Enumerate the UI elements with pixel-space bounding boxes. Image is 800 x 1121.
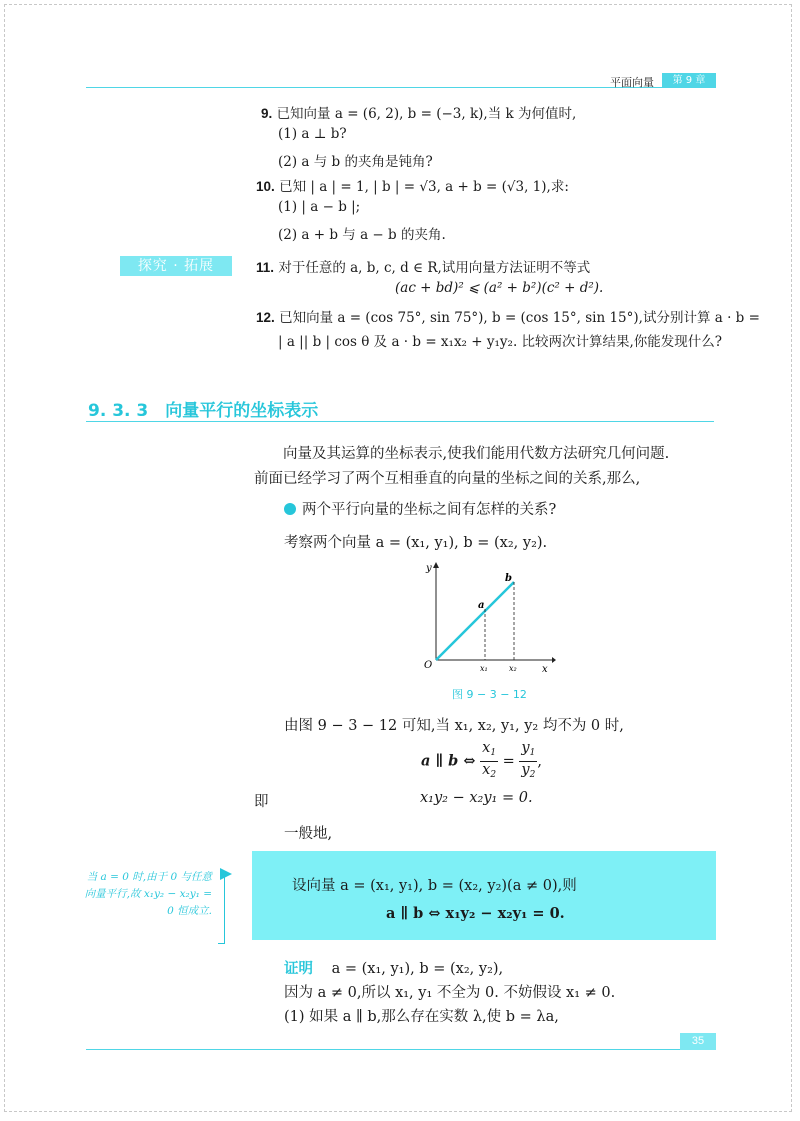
exercise-12-line2: | a || b | cos θ 及 a · b = x₁x₂ + y₁y₂. 比较两次计算结果,你能发现什么? xyxy=(278,334,723,350)
figure-caption: 图 9 − 3 − 12 xyxy=(452,688,527,701)
exercise-10-part2: (2) a + b 与 a − b 的夹角. xyxy=(278,227,446,243)
exercise-10: 10. 已知 | a | = 1, | b | = √3, a + b = (√3, 1),求: xyxy=(256,179,569,195)
bullet-dot-icon xyxy=(284,503,296,515)
chapter-badge: 第 9 章 xyxy=(662,73,716,88)
consider-vectors: 考察两个向量 a = (x₁, y₁), b = (x₂, y₂). xyxy=(284,535,548,551)
footer-rule xyxy=(86,1049,684,1050)
label-x2: x₂ xyxy=(509,664,517,673)
exercise-9-part1: (1) a ⊥ b? xyxy=(278,126,347,142)
vector-figure xyxy=(416,560,556,675)
equivalence-formula: a ∥ b ⇔ $\frac{x_1}{x_2}$ = $\frac{y_1}{y_2}$ , xyxy=(421,740,542,783)
x-axis-arrow-icon xyxy=(552,657,556,663)
cross-product-formula: x₁y₂ − x₂y₁ = 0. xyxy=(420,790,533,806)
proof-label: 证明 xyxy=(284,961,313,977)
theorem-line-2: a ∥ b ⇔ x₁y₂ − x₂y₁ = 0. xyxy=(386,905,565,922)
key-question: 两个平行向量的坐标之间有怎样的关系? xyxy=(284,498,556,519)
side-note-bracket xyxy=(218,877,225,944)
intro-line-2: 前面已经学习了两个互相垂直的向量的坐标之间的关系,那么, xyxy=(254,471,641,487)
side-note: 当 a = 0 时,由于 0 与任意向量平行,故 x₁y₂ − x₂y₁ = 0 恒成立. xyxy=(84,871,212,917)
exercise-9: 9. 已知向量 a = (6, 2), b = (−3, k),当 k 为何值时, xyxy=(261,106,577,122)
explore-extend-tag: 探究 · 拓展 xyxy=(120,256,232,276)
exercise-11: 11. 对于任意的 a, b, c, d ∈ R,试用向量方法证明不等式 xyxy=(256,260,591,276)
label-a: a xyxy=(478,600,485,611)
exercise-10-part1: (1) | a − b |; xyxy=(278,199,361,215)
label-y: y xyxy=(426,563,432,574)
ji-label: 即 xyxy=(254,794,269,810)
theorem-box xyxy=(252,851,716,940)
label-origin: O xyxy=(424,660,433,671)
exercise-11-formula: (ac + bd)² ⩽ (a² + b²)(c² + d²). xyxy=(395,280,604,296)
proof-line-1: 证明 a = (x₁, y₁), b = (x₂, y₂), xyxy=(284,961,504,977)
label-x1: x₁ xyxy=(480,664,488,673)
proof-line-3: (1) 如果 a ∥ b,那么存在实数 λ,使 b = λa, xyxy=(284,1009,559,1025)
flag-icon xyxy=(220,868,232,880)
header-title: 平面向量 xyxy=(610,76,654,89)
label-x: x xyxy=(542,664,548,675)
fraction-x: $\frac{x_1}{x_2}$ xyxy=(482,740,497,780)
section-heading: 9. 3. 3 向量平行的坐标表示 xyxy=(88,401,319,421)
label-b: b xyxy=(505,573,512,584)
y-axis-arrow-icon xyxy=(433,562,439,568)
general-text: 一般地, xyxy=(284,826,333,842)
fraction-y: $\frac{y_1}{y_2}$ xyxy=(521,740,536,780)
theorem-line-1: 设向量 a = (x₁, y₁), b = (x₂, y₂)(a ≠ 0),则 xyxy=(292,878,577,894)
exercise-12: 12. 已知向量 a = (cos 75°, sin 75°), b = (cos 15°, sin 15°),试分别计算 a · b = xyxy=(256,310,760,326)
vector-line xyxy=(436,582,514,660)
page-number: 35 xyxy=(680,1033,716,1050)
proof-line-2: 因为 a ≠ 0,所以 x₁, y₁ 不全为 0. 不妨假设 x₁ ≠ 0. xyxy=(284,985,616,1001)
section-rule xyxy=(86,421,714,422)
from-figure-text: 由图 9 − 3 − 12 可知,当 x₁, x₂, y₁, y₂ 均不为 0 时, xyxy=(284,718,624,734)
page-frame xyxy=(4,4,792,1112)
intro-line-1: 向量及其运算的坐标表示,使我们能用代数方法研究几何问题. xyxy=(283,446,670,462)
exercise-9-part2: (2) a 与 b 的夹角是钝角? xyxy=(278,154,433,170)
